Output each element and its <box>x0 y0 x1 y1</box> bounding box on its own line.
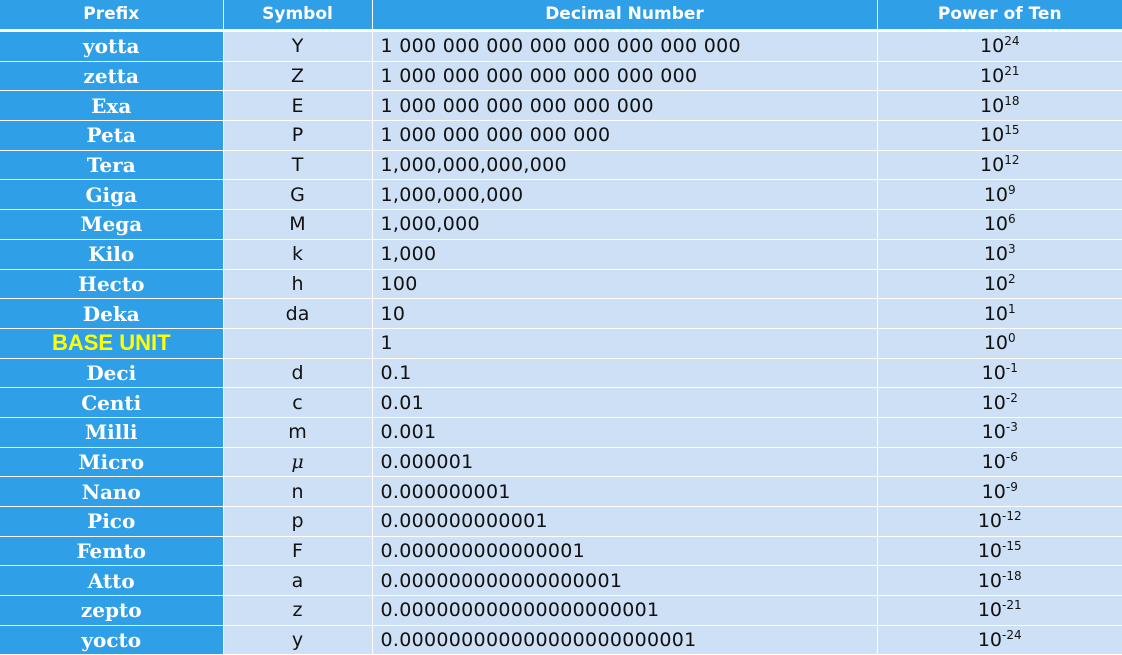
prefix-cell: Peta <box>0 121 223 151</box>
table-row <box>0 299 1122 329</box>
symbol-cell: y <box>223 625 372 655</box>
table-row <box>0 388 1122 418</box>
prefix-cell: zetta <box>0 61 223 91</box>
table-row <box>0 417 1122 447</box>
power-exponent: 21 <box>1004 64 1020 79</box>
power-base: 10 <box>981 391 1006 414</box>
prefix-cell: Tera <box>0 150 223 180</box>
symbol-cell: da <box>223 299 372 329</box>
power-base: 10 <box>983 243 1009 266</box>
decimal-number-cell: 10 <box>372 299 877 329</box>
table-row <box>0 447 1122 477</box>
table-row <box>0 358 1122 388</box>
power-of-ten-cell <box>877 417 1122 447</box>
symbol-cell: F <box>223 536 372 566</box>
header-symbol: Symbol <box>223 0 372 31</box>
table-row <box>0 625 1122 655</box>
power-base: 10 <box>980 154 1005 177</box>
power-of-ten-cell <box>877 180 1122 210</box>
power-of-ten-cell <box>877 239 1122 269</box>
decimal-number-cell: 0.000001 <box>372 447 877 477</box>
power-exponent: -21 <box>1002 598 1022 613</box>
prefix-cell: Exa <box>0 91 223 121</box>
power-of-ten-cell <box>877 596 1122 626</box>
symbol-cell: d <box>223 358 372 388</box>
power-of-ten-cell <box>877 447 1122 477</box>
power-base: 10 <box>983 183 1009 206</box>
table-row <box>0 150 1122 180</box>
power-exponent: 15 <box>1004 123 1020 138</box>
decimal-number-cell: 0.000000000000000001 <box>372 566 877 596</box>
power-base: 10 <box>977 540 1003 563</box>
power-of-ten-cell <box>877 210 1122 240</box>
symbol-cell: T <box>223 150 372 180</box>
power-base: 10 <box>980 124 1005 147</box>
decimal-number-cell: 0.000000000001 <box>372 507 877 537</box>
decimal-number-cell: 1,000,000,000 <box>372 180 877 210</box>
power-of-ten-cell <box>877 536 1122 566</box>
power-exponent: -18 <box>1002 568 1022 583</box>
table-row <box>0 31 1122 62</box>
power-exponent: 12 <box>1004 153 1020 168</box>
prefix-cell: Milli <box>0 417 223 447</box>
table-row <box>0 180 1122 210</box>
prefix-cell: zepto <box>0 596 223 626</box>
symbol-cell: G <box>223 180 372 210</box>
table-row <box>0 596 1122 626</box>
power-of-ten-cell <box>877 121 1122 151</box>
header-prefix: Prefix <box>0 0 223 31</box>
table-row <box>0 328 1122 358</box>
table-row <box>0 566 1122 596</box>
power-exponent: -15 <box>1002 539 1022 554</box>
symbol-cell: h <box>223 269 372 299</box>
symbol-cell <box>223 328 372 358</box>
decimal-number-cell: 0.001 <box>372 417 877 447</box>
power-base: 10 <box>977 569 1003 592</box>
power-exponent: -3 <box>1005 420 1018 435</box>
power-exponent: 24 <box>1004 34 1020 49</box>
prefix-cell: Micro <box>0 447 223 477</box>
power-of-ten-cell <box>877 269 1122 299</box>
prefix-cell: Centi <box>0 388 223 418</box>
power-base: 10 <box>983 272 1009 295</box>
decimal-number-cell: 0.1 <box>372 358 877 388</box>
power-of-ten-cell <box>877 625 1122 655</box>
power-of-ten-cell <box>877 61 1122 91</box>
prefix-cell: Nano <box>0 477 223 507</box>
prefix-cell: yocto <box>0 625 223 655</box>
power-base: 10 <box>983 213 1009 236</box>
power-exponent: -2 <box>1005 390 1018 405</box>
prefix-cell: Kilo <box>0 239 223 269</box>
symbol-cell: a <box>223 566 372 596</box>
table-row <box>0 269 1122 299</box>
table-header <box>0 0 1122 31</box>
power-of-ten-cell <box>877 91 1122 121</box>
power-exponent: -1 <box>1005 360 1018 375</box>
symbol-cell: z <box>223 596 372 626</box>
prefix-cell: Mega <box>0 210 223 240</box>
symbol-cell: Z <box>223 61 372 91</box>
power-of-ten-cell <box>877 388 1122 418</box>
power-exponent: -24 <box>1002 628 1022 643</box>
decimal-number-cell: 0.000000000000001 <box>372 536 877 566</box>
power-of-ten-cell <box>877 328 1122 358</box>
decimal-number-cell: 1 <box>372 328 877 358</box>
power-base: 10 <box>977 510 1003 533</box>
power-of-ten-cell <box>877 299 1122 329</box>
power-exponent: 0 <box>1008 331 1016 346</box>
symbol-cell: E <box>223 91 372 121</box>
decimal-number-cell: 100 <box>372 269 877 299</box>
power-base: 10 <box>977 629 1003 652</box>
prefix-cell: Deka <box>0 299 223 329</box>
prefix-cell: Atto <box>0 566 223 596</box>
decimal-number-cell: 0.000000000000000000001 <box>372 596 877 626</box>
power-exponent: 6 <box>1008 212 1016 227</box>
power-of-ten-cell <box>877 566 1122 596</box>
table-row <box>0 210 1122 240</box>
symbol-cell: μ <box>223 447 372 477</box>
header-row <box>0 0 1122 31</box>
prefix-cell: yotta <box>0 31 223 62</box>
table-row <box>0 507 1122 537</box>
power-base: 10 <box>977 599 1003 622</box>
prefix-cell: Femto <box>0 536 223 566</box>
decimal-number-cell: 0.01 <box>372 388 877 418</box>
base-unit-label: BASE UNIT <box>0 328 223 358</box>
symbol-cell: M <box>223 210 372 240</box>
prefix-cell: Hecto <box>0 269 223 299</box>
prefix-cell: Pico <box>0 507 223 537</box>
power-base: 10 <box>981 480 1006 503</box>
symbol-cell: m <box>223 417 372 447</box>
power-of-ten-cell <box>877 150 1122 180</box>
power-exponent: 9 <box>1008 182 1016 197</box>
power-base: 10 <box>981 450 1006 473</box>
decimal-number-cell: 1 000 000 000 000 000 000 000 <box>372 61 877 91</box>
power-of-ten-cell <box>877 477 1122 507</box>
table-row <box>0 91 1122 121</box>
table-row <box>0 239 1122 269</box>
power-base: 10 <box>981 421 1006 444</box>
decimal-number-cell: 1,000,000,000,000 <box>372 150 877 180</box>
power-base: 10 <box>983 302 1009 325</box>
decimal-number-cell: 1,000,000 <box>372 210 877 240</box>
power-exponent: 18 <box>1004 93 1020 108</box>
symbol-cell: c <box>223 388 372 418</box>
decimal-number-cell: 1 000 000 000 000 000 000 000 000 <box>372 31 877 62</box>
decimal-number-cell: 1,000 <box>372 239 877 269</box>
power-base: 10 <box>981 361 1006 384</box>
power-base: 10 <box>980 35 1005 58</box>
power-of-ten-cell <box>877 507 1122 537</box>
power-exponent: 2 <box>1008 271 1016 286</box>
symbol-cell: k <box>223 239 372 269</box>
table-row <box>0 477 1122 507</box>
symbol-cell: P <box>223 121 372 151</box>
prefix-cell: Deci <box>0 358 223 388</box>
symbol-cell: Y <box>223 31 372 62</box>
power-exponent: -9 <box>1005 479 1018 494</box>
power-of-ten-cell <box>877 31 1122 62</box>
power-base: 10 <box>980 65 1005 88</box>
decimal-number-cell: 1 000 000 000 000 000 000 <box>372 91 877 121</box>
power-base: 10 <box>980 94 1005 117</box>
symbol-cell: n <box>223 477 372 507</box>
table-row <box>0 121 1122 151</box>
decimal-number-cell: 0.000000000000000000000001 <box>372 625 877 655</box>
decimal-number-cell: 1 000 000 000 000 000 <box>372 121 877 151</box>
symbol-cell: p <box>223 507 372 537</box>
table-row <box>0 536 1122 566</box>
power-exponent: 1 <box>1008 301 1016 316</box>
header-power-of-ten: Power of Ten <box>877 0 1122 31</box>
table-row <box>0 61 1122 91</box>
power-exponent: 3 <box>1008 242 1016 257</box>
power-of-ten-cell <box>877 358 1122 388</box>
table-body <box>0 31 1122 655</box>
power-exponent: -6 <box>1005 449 1018 464</box>
header-decimal-number: Decimal Number <box>372 0 877 31</box>
prefix-cell: Giga <box>0 180 223 210</box>
power-base: 10 <box>983 332 1009 355</box>
decimal-number-cell: 0.000000001 <box>372 477 877 507</box>
power-exponent: -12 <box>1002 509 1022 524</box>
